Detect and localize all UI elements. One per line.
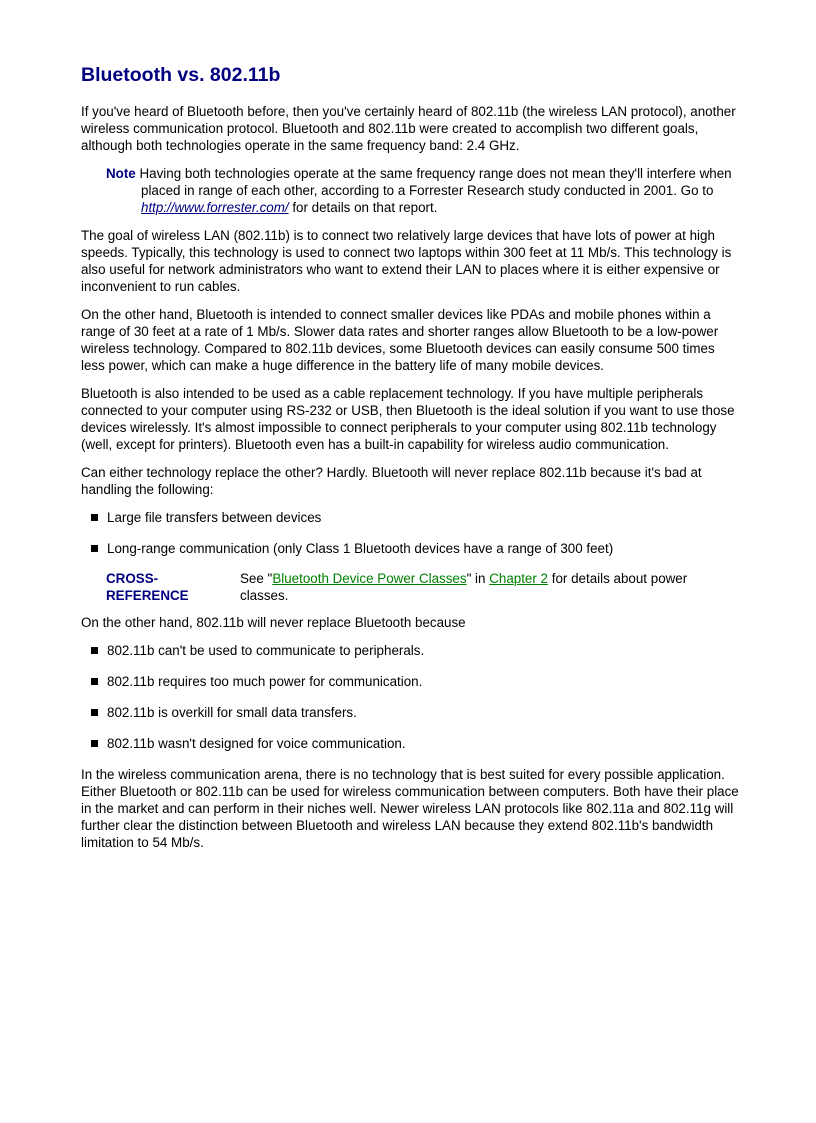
list-item [81,704,741,721]
wlan-weakness-list [81,642,741,752]
list-item-text: Long-range communication (only Class 1 Bluetooth devices have a range of 300 feet) [107,541,614,556]
bluetooth-weakness-list [81,509,741,557]
list-item [81,642,741,659]
square-bullet-icon [91,678,98,685]
square-bullet-icon [91,740,98,747]
list-item [81,735,741,752]
replace-question-paragraph: Can either technology replace the other? Hardly. Bluetooth will never replace 802.11b because it's bad at handling the following: [81,465,702,497]
note-text-after: for details on that report. [288,200,438,215]
chapter-2-link[interactable]: Chapter 2 [489,571,549,586]
cross-reference-text [240,570,730,604]
list-item-text: 802.11b can't be used to communicate to peripherals. [107,643,425,658]
note-block [106,165,741,216]
cross-reference-block [106,570,741,604]
cross-reference-label [106,570,240,604]
crossref-text-middle: " in [466,571,490,586]
note-text-before: Having both technologies operate at the same frequency range does not mean they'll interfere when placed in range of each other, according to a Forrester Research study conducted in 2001. Go to [135,166,732,198]
list-item [81,540,741,557]
bluetooth-range-paragraph: On the other hand, Bluetooth is intended to connect smaller devices like PDAs and mobile phones within a range of 30 feet at a rate of 1 Mb/s. Slower data rates and shorter ranges allow Bluetooth to be a low-power wireless technology. Compared to 802.11b devices, some Bluetooth devices can easily consume 500 times less power, which can make a huge difference in the battery life of many mobile devices. [81,307,719,373]
replace-bluetooth-paragraph: On the other hand, 802.11b will never replace Bluetooth because [81,615,466,630]
power-classes-link[interactable]: Bluetooth Device Power Classes [272,571,467,586]
list-item [81,509,741,526]
cable-replacement-paragraph: Bluetooth is also intended to be used as a cable replacement technology. If you have multiple peripherals connected to your computer using RS-232 or USB, then Bluetooth is the ideal solution if you want to use those devices wirelessly. It's almost impossible to connect peripherals to your computer using 802.11b technology (well, except for printers). Bluetooth even has a built-in capability for wireless audio communication. [81,386,735,452]
cross-reference-label-line: CROSS- [106,571,159,586]
list-item-text: 802.11b requires too much power for communication. [107,674,423,689]
list-item-text: 802.11b wasn't designed for voice communication. [107,736,406,751]
forrester-link[interactable]: http://www.forrester.com/ [141,200,289,215]
wireless-lan-paragraph: The goal of wireless LAN (802.11b) is to connect two relatively large devices that have lots of power at high speeds. Typically, this technology is used to connect two laptops within 300 feet at 11 Mb/s. This technology is also useful for network administrators who want to extend their LAN to places where it is either expensive or inconvenient to run cables. [81,228,732,294]
crossref-text-after: for details about power classes. [240,571,688,603]
list-item-text: Large file transfers between devices [107,510,322,525]
square-bullet-icon [91,709,98,716]
note-label: Note [106,166,136,181]
document-page [81,62,741,862]
square-bullet-icon [91,647,98,654]
list-item-text: 802.11b is overkill for small data transfers. [107,705,357,720]
cross-reference-label-line: REFERENCE [106,588,189,603]
crossref-text-before: See " [240,571,273,586]
square-bullet-icon [91,514,98,521]
square-bullet-icon [91,545,98,552]
intro-paragraph: If you've heard of Bluetooth before, then you've certainly heard of 802.11b (the wireless LAN protocol), another wireless communication protocol. Bluetooth and 802.11b were created to accomplish two different goals, although both technologies operate in the same frequency band: 2.4 GHz. [81,104,736,153]
conclusion-paragraph: In the wireless communication arena, there is no technology that is best suited for every possible application. Either Bluetooth or 802.11b can be used for wireless communication between computers. Both have their place in the market and can perform in their niches well. Newer wireless LAN protocols like 802.11a and 802.11g will further clear the distinction between Bluetooth and wireless LAN because they extend 802.11b's bandwidth limitation to 54 Mb/s. [81,767,739,850]
list-item [81,673,741,690]
page-title: Bluetooth vs. 802.11b [81,64,281,86]
